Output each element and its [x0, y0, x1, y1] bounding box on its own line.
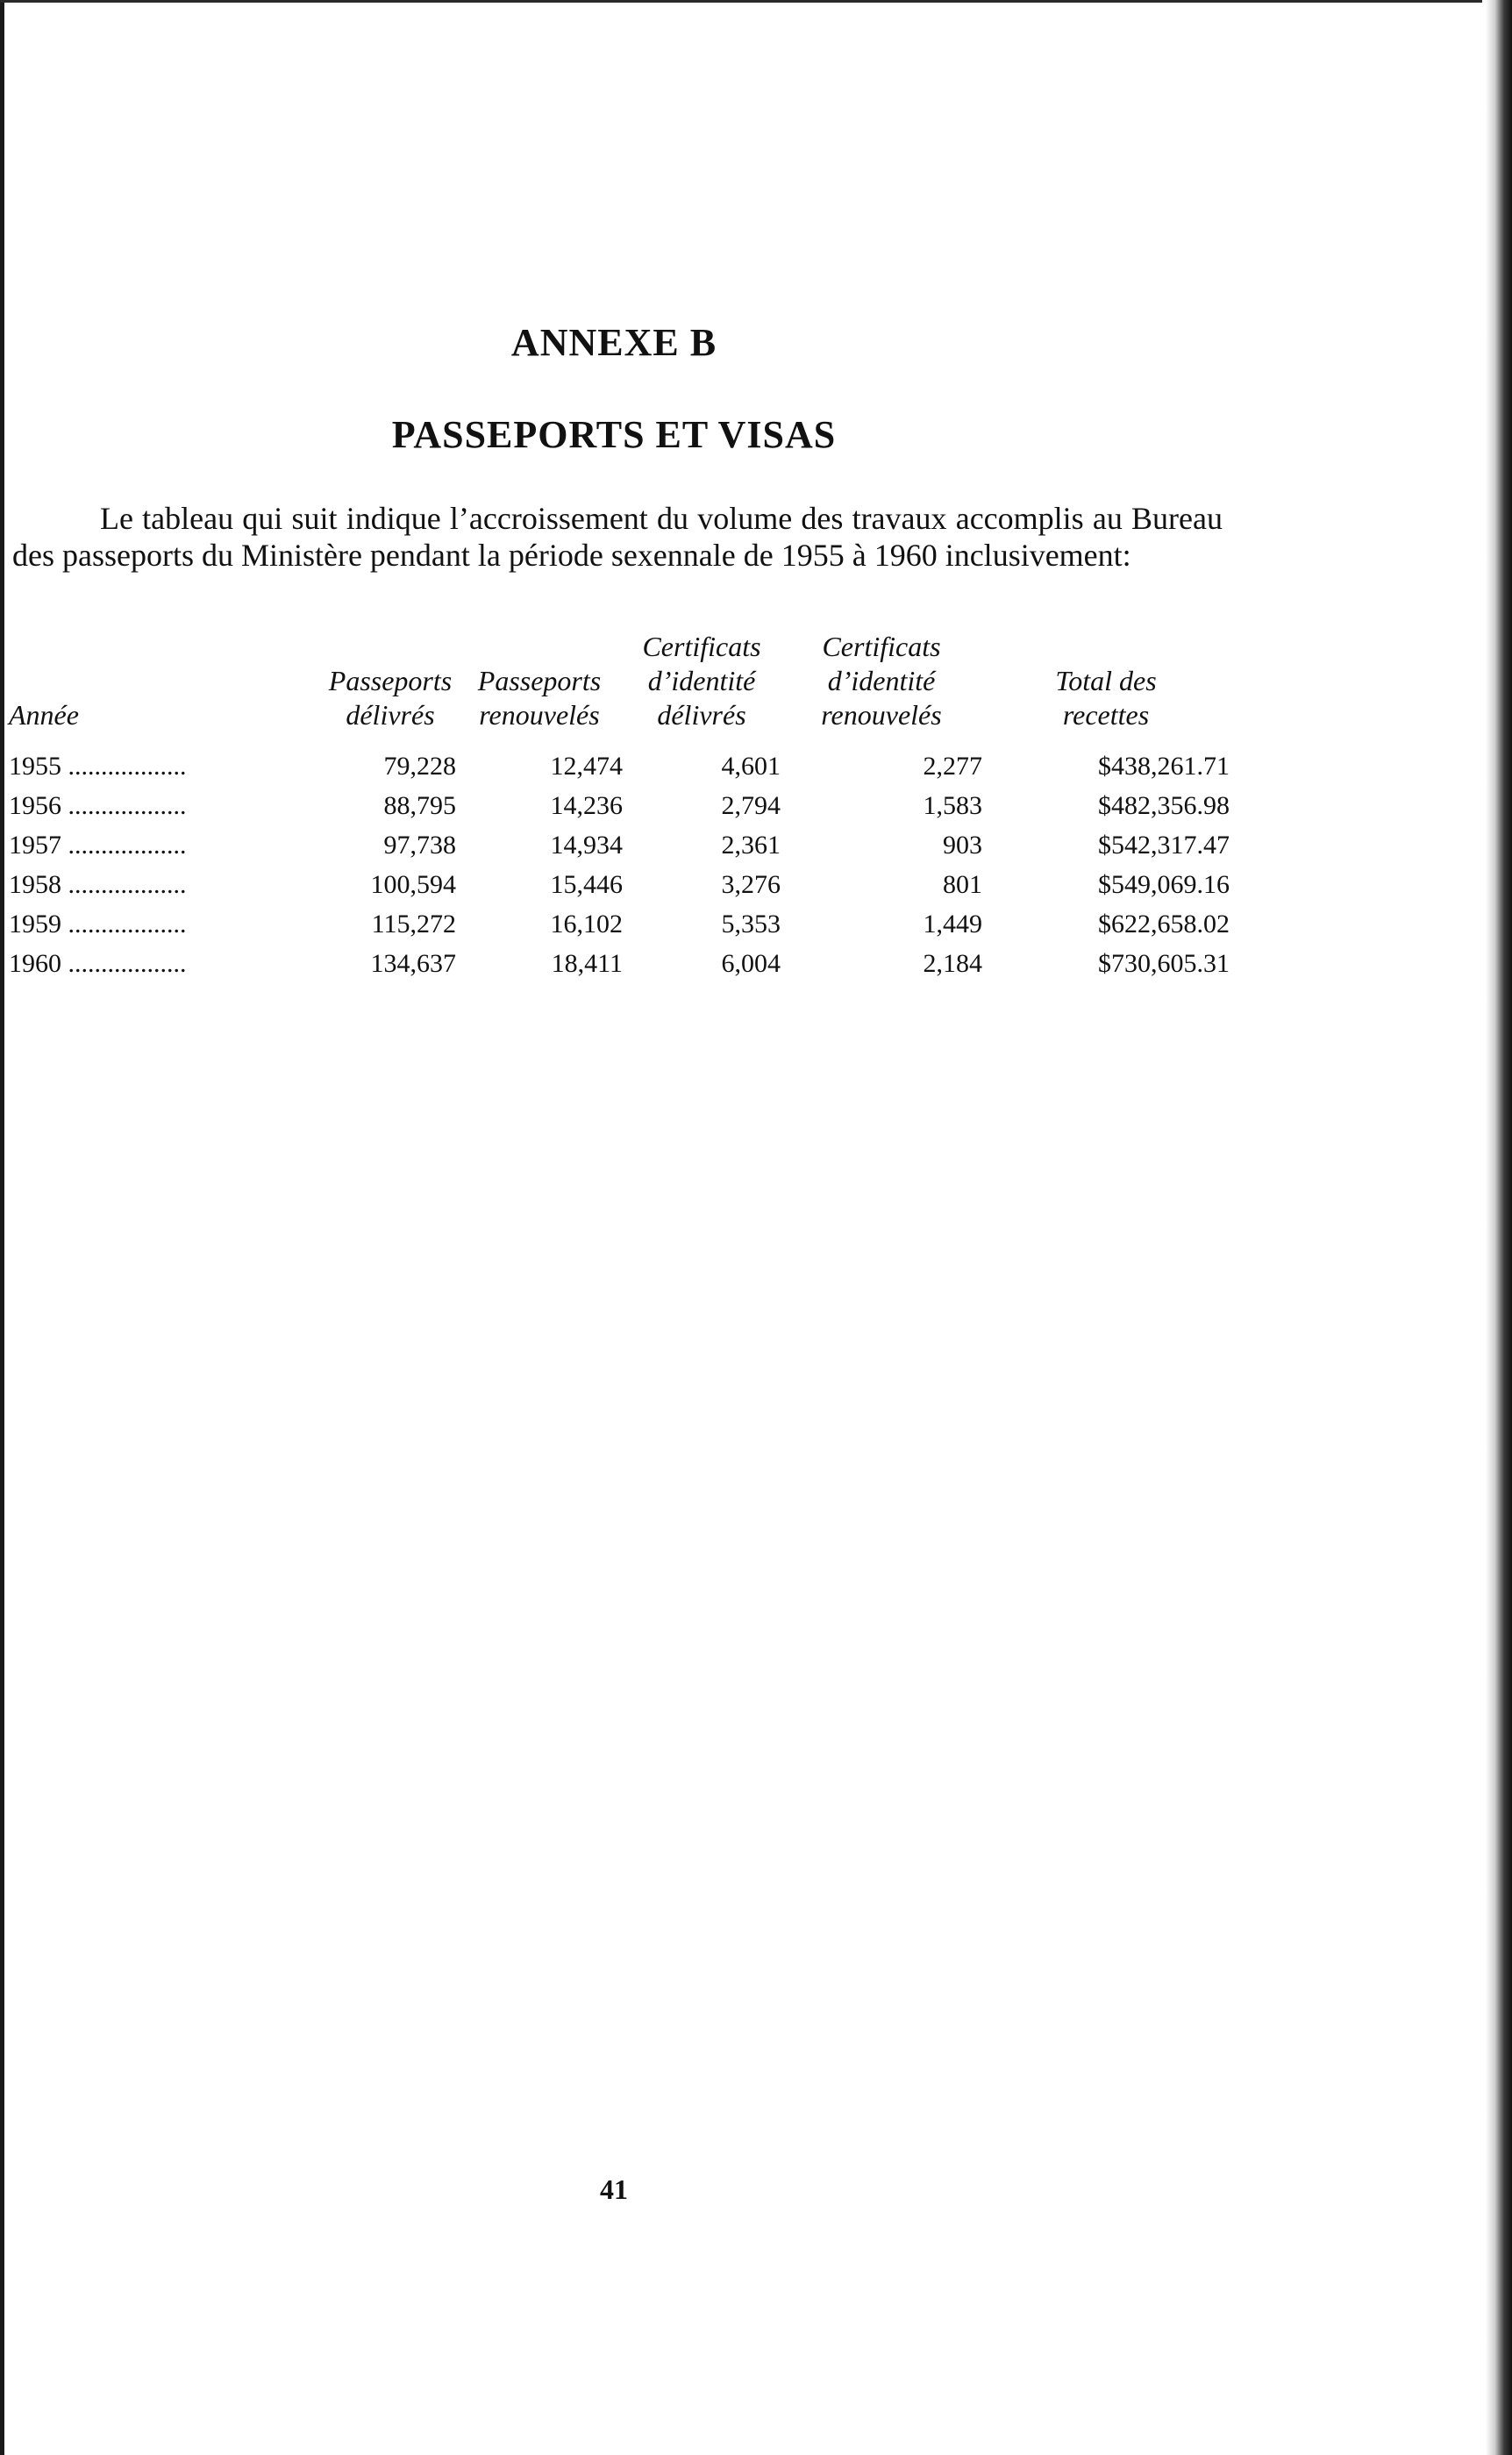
header-certificates-issued-line2: d’identité	[647, 665, 756, 696]
header-year	[9, 630, 325, 746]
certificates-issued-cell: 5,353	[721, 909, 781, 938]
header-total-receipts-line2: recettes	[1062, 699, 1150, 731]
table-row	[9, 904, 1230, 944]
certificates-issued-cell: 2,361	[721, 830, 781, 860]
header-certificates-renewed-line1: Certificats	[822, 631, 941, 662]
header-total-receipts-line1: Total des	[1055, 665, 1157, 696]
table-row	[9, 865, 1230, 904]
year-value: 1956	[9, 790, 61, 820]
passports-renewed-cell: 18,411	[551, 948, 623, 978]
year-value: 1958	[9, 869, 61, 899]
passports-renewed-cell: 14,934	[550, 830, 623, 860]
header-passports-renewed-line2: renouvelés	[479, 699, 600, 731]
passports-issued-cell: 100,594	[370, 869, 456, 899]
passports-renewed-cell: 14,236	[550, 790, 623, 820]
header-passports-renewed-line1: Passeports	[477, 665, 602, 696]
year-cell	[9, 944, 325, 983]
passports-issued-cell: 79,228	[383, 751, 456, 781]
year-cell	[9, 825, 325, 865]
section-title: PASSEPORTS ET VISAS	[391, 413, 837, 456]
year-value: 1955	[9, 751, 61, 781]
header-certificates-renewed-line2: d’identité	[827, 665, 936, 696]
intro-paragraph: Le tableau qui suit indique l’accroissement du volume des travaux accomplis au Bureau des passeports du Ministère pendant la période sexennale de 1955 à 1960 inclusivement:	[12, 501, 1223, 573]
table-row	[9, 825, 1230, 865]
certificates-renewed-cell: 2,184	[923, 948, 982, 978]
year-cell	[9, 904, 325, 944]
dot-leader: ..................	[61, 909, 187, 938]
header-passports-issued	[325, 630, 456, 746]
table-row	[9, 786, 1230, 825]
header-total-receipts	[982, 630, 1230, 746]
passports-issued-cell: 88,795	[383, 790, 456, 820]
header-certificates-renewed-line3: renouvelés	[821, 699, 942, 731]
certificates-renewed-cell: 801	[943, 869, 982, 899]
header-passports-issued-line2: délivrés	[346, 699, 435, 731]
total-receipts-cell: $542,317.47	[1098, 830, 1230, 860]
certificates-issued-cell: 2,794	[721, 790, 781, 820]
year-cell	[9, 746, 325, 786]
certificates-issued-cell: 4,601	[721, 751, 781, 781]
total-receipts-cell: $438,261.71	[1098, 751, 1230, 781]
year-value: 1960	[9, 948, 61, 978]
dot-leader: ..................	[61, 751, 187, 781]
header-passports-renewed	[456, 630, 623, 746]
header-passports-issued-line1: Passeports	[328, 665, 453, 696]
dot-leader: ..................	[61, 869, 187, 899]
dot-leader: ..................	[61, 948, 187, 978]
certificates-renewed-cell: 2,277	[923, 751, 982, 781]
dot-leader: ..................	[61, 790, 187, 820]
table-row	[9, 944, 1230, 983]
passports-issued-cell: 115,272	[371, 909, 456, 938]
page-edge-top	[0, 0, 1482, 3]
header-certificates-issued-line3: délivrés	[657, 699, 746, 731]
passports-issued-cell: 97,738	[383, 830, 456, 860]
passports-renewed-cell: 12,474	[550, 751, 623, 781]
page-edge-left	[0, 0, 4, 2455]
header-certificates-issued	[623, 630, 781, 746]
certificates-issued-cell: 3,276	[721, 869, 781, 899]
passports-issued-cell: 134,637	[370, 948, 456, 978]
year-value: 1959	[9, 909, 61, 938]
header-certificates-issued-line1: Certificats	[642, 631, 761, 662]
total-receipts-cell: $482,356.98	[1098, 790, 1230, 820]
page-number: 41	[600, 2173, 628, 2205]
certificates-renewed-cell: 903	[943, 830, 982, 860]
header-certificates-renewed	[781, 630, 982, 746]
certificates-renewed-cell: 1,449	[923, 909, 982, 938]
table-header-row	[9, 630, 1230, 746]
total-receipts-cell: $549,069.16	[1098, 869, 1230, 899]
certificates-issued-cell: 6,004	[721, 948, 781, 978]
total-receipts-cell: $622,658.02	[1098, 909, 1230, 938]
year-cell	[9, 865, 325, 904]
passports-renewed-cell: 15,446	[550, 869, 623, 899]
total-receipts-cell: $730,605.31	[1098, 948, 1230, 978]
page-edge-right	[1486, 0, 1512, 2455]
dot-leader: ..................	[61, 830, 187, 860]
header-year-label: Année	[9, 699, 79, 731]
year-value: 1957	[9, 830, 61, 860]
annex-label: ANNEXE B	[510, 321, 717, 364]
year-cell	[9, 786, 325, 825]
passport-statistics-table	[9, 630, 1230, 983]
certificates-renewed-cell: 1,583	[923, 790, 982, 820]
table-row	[9, 746, 1230, 786]
passports-renewed-cell: 16,102	[550, 909, 623, 938]
